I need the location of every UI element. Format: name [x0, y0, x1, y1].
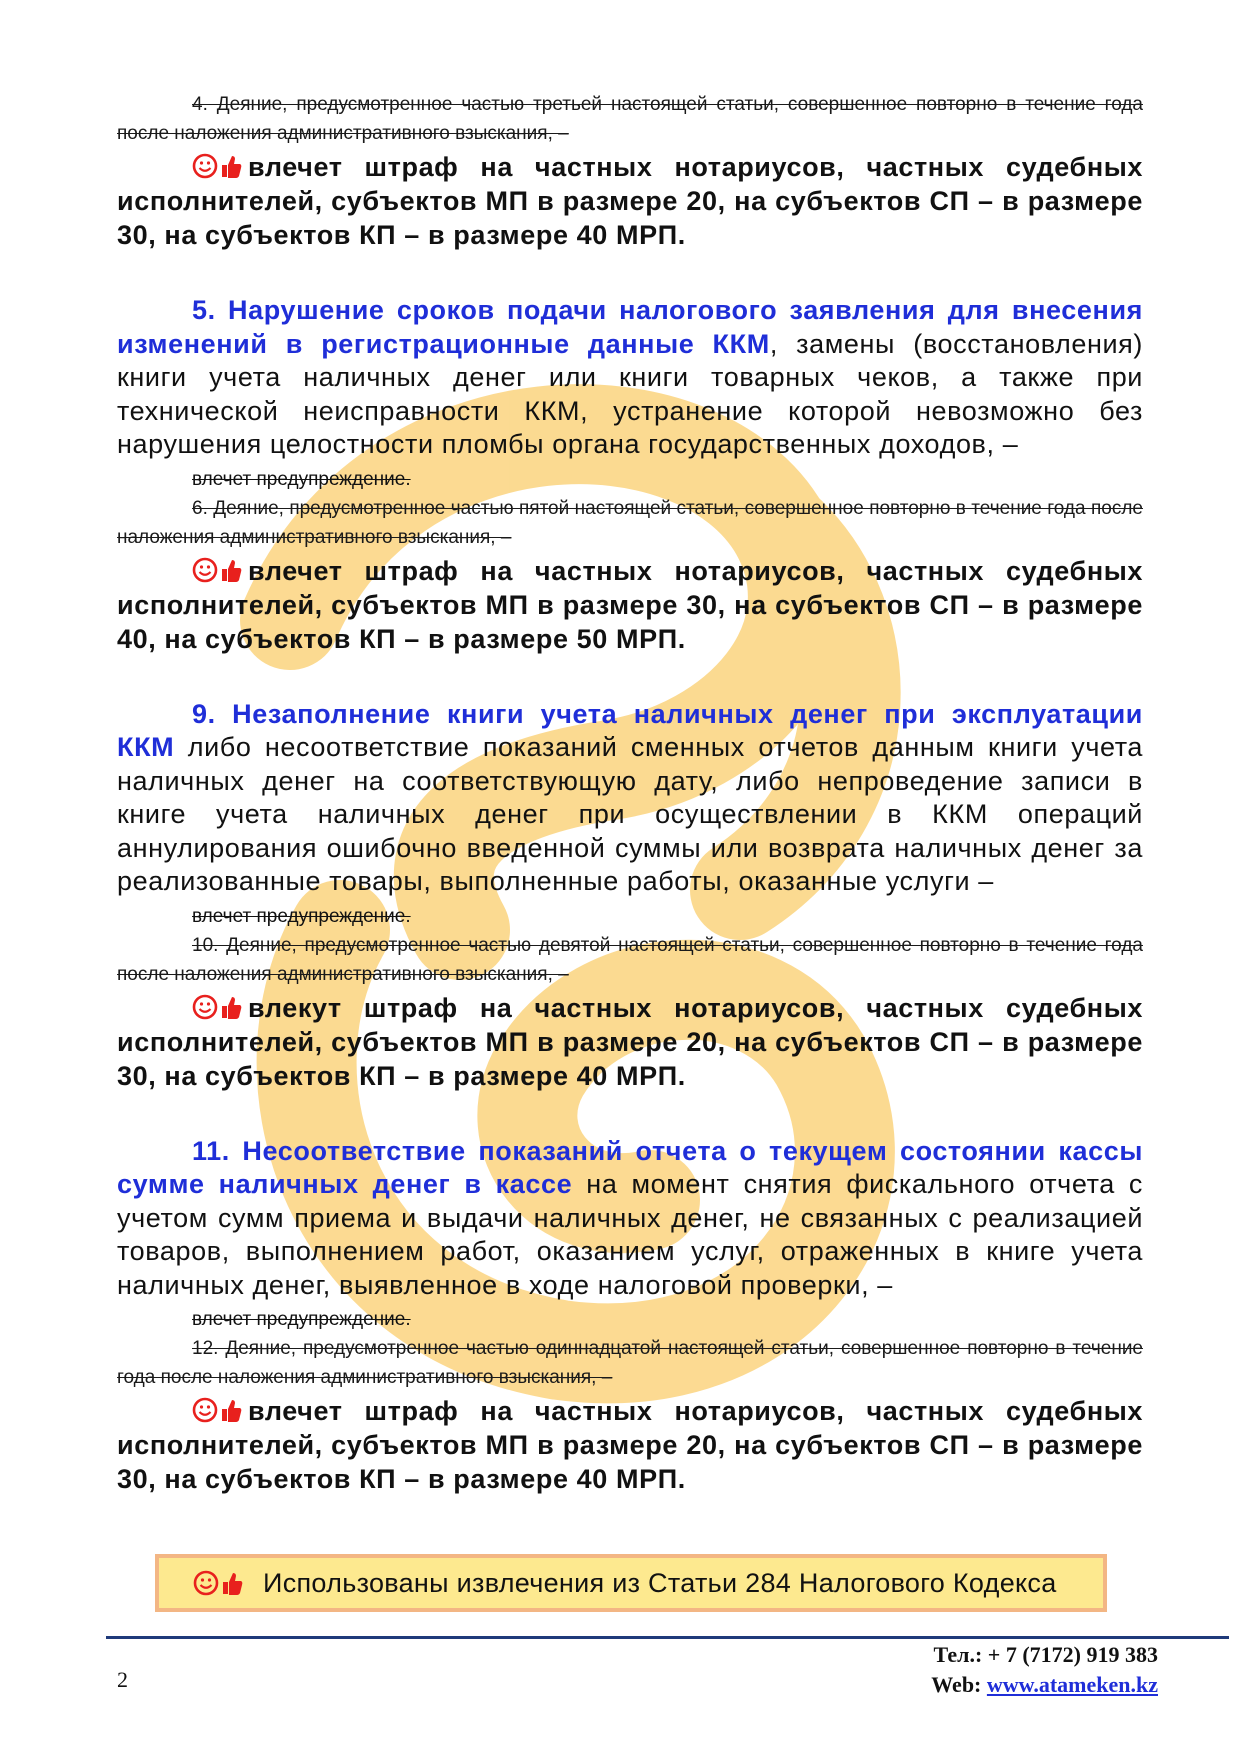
- web-label: Web:: [931, 1672, 987, 1697]
- footer-contact: [931, 1640, 1158, 1700]
- website-link[interactable]: www.atameken.kz: [986, 1672, 1158, 1697]
- struck-paragraph-6: 6. Деяние, предусмотренное частью пятой настоящей статьи, совершенное повторно в течение года после наложения административного взыскания, –: [117, 497, 1143, 548]
- source-note-text: Использованы извлечения из Статьи 284 Налогового Кодекса: [263, 1567, 1057, 1598]
- heading-9: 9. Незаполнение книги учета наличных денег при эксплуатации ККМ: [117, 698, 1143, 762]
- paragraph-9: 9. Незаполнение книги учета наличных денег при эксплуатации ККМ либо несоответствие показаний сменных отчетов данным книги учета наличных денег на соответствующую дату, либо непроведение записи в книге учета наличных денег при осуществлении в ККМ операций аннулирования ошибочно введенной суммы или возврата наличных денег за реализованные товары, выполненные работы, оказанные услуги –: [117, 698, 1143, 896]
- smiley-thumbs-up-icon: [192, 993, 242, 1021]
- penalty-6: влечет штраф на частных нотариусов, частных судебных исполнителей, субъектов МП в размере 30, на субъектов СП – в размере 40, на субъектов КП – в размере 50 МРП.: [117, 555, 1143, 654]
- struck-warning-11: влечет предупреждение.: [192, 1309, 411, 1330]
- penalty-4: влечет штраф на частных нотариусов, частных судебных исполнителей, субъектов МП в размере 20, на субъектов СП – в размере 30, на субъектов КП – в размере 40 МРП.: [117, 152, 1143, 250]
- struck-warning-9: влечет предупреждение.: [192, 905, 411, 927]
- smiley-thumbs-up-icon: [192, 556, 242, 584]
- smiley-thumbs-up-icon: [192, 152, 242, 180]
- smiley-thumbs-up-icon: [193, 1569, 243, 1597]
- smiley-thumbs-up-icon: [192, 1396, 242, 1424]
- struck-paragraph-10: 10. Деяние, предусмотренное частью девятой настоящей статьи, совершенное повторно в течение года после наложения административного взыскания, –: [117, 934, 1143, 985]
- phone-number: Тел.: + 7 (7172) 919 383: [933, 1642, 1158, 1667]
- struck-paragraph-4: 4. Деяние, предусмотренное частью третьей настоящей статьи, совершенное повторно в течение года после наложения административного взыскания, –: [117, 94, 1143, 144]
- penalty-10: влекут штраф на частных нотариусов, частных судебных исполнителей, субъектов МП в размере 20, на субъектов СП – в размере 30, на субъектов КП – в размере 40 МРП.: [117, 992, 1143, 1091]
- penalty-12: влечет штраф на частных нотариусов, частных судебных исполнителей, субъектов МП в размере 20, на субъектов СП – в размере 30, на субъектов КП – в размере 40 МРП.: [117, 1396, 1143, 1494]
- struck-paragraph-12: 12. Деяние, предусмотренное частью одиннадцатой настоящей статьи, совершенное повторно в течение года после наложения административного взыскания, –: [117, 1338, 1143, 1388]
- page-number: 2: [117, 1667, 128, 1692]
- paragraph-5: 5. Нарушение сроков подачи налогового заявления для внесения изменений в регистрационные данные ККМ, замены (восстановления) книги учета наличных денег или книги товарных чеков, а также при технической неисправности ККМ, устранение которой невозможно без нарушения целостности пломбы органа государственных доходов, –: [117, 295, 1143, 459]
- heading-11: 11. Несоответствие показаний отчета о текущем состоянии кассы сумме наличных денег в кассе: [117, 1135, 1143, 1199]
- footer-divider: [106, 1636, 1229, 1639]
- struck-warning-5: влечет предупреждение.: [192, 468, 411, 490]
- heading-5: 5. Нарушение сроков подачи налогового заявления для внесения изменений в регистрационные данные ККМ: [117, 295, 1143, 359]
- document-body: [117, 90, 1143, 1496]
- paragraph-11: 11. Несоответствие показаний отчета о текущем состоянии кассы сумме наличных денег в кассе на момент снятия фискального отчета с учетом сумм приема и выдачи наличных денег, не связанных с реализацией товаров, выполнением работ, оказанием услуг, отраженных в книге учета наличных денег, выявленное в ходе налоговой проверки, –: [117, 1135, 1143, 1300]
- source-note: [155, 1554, 1107, 1612]
